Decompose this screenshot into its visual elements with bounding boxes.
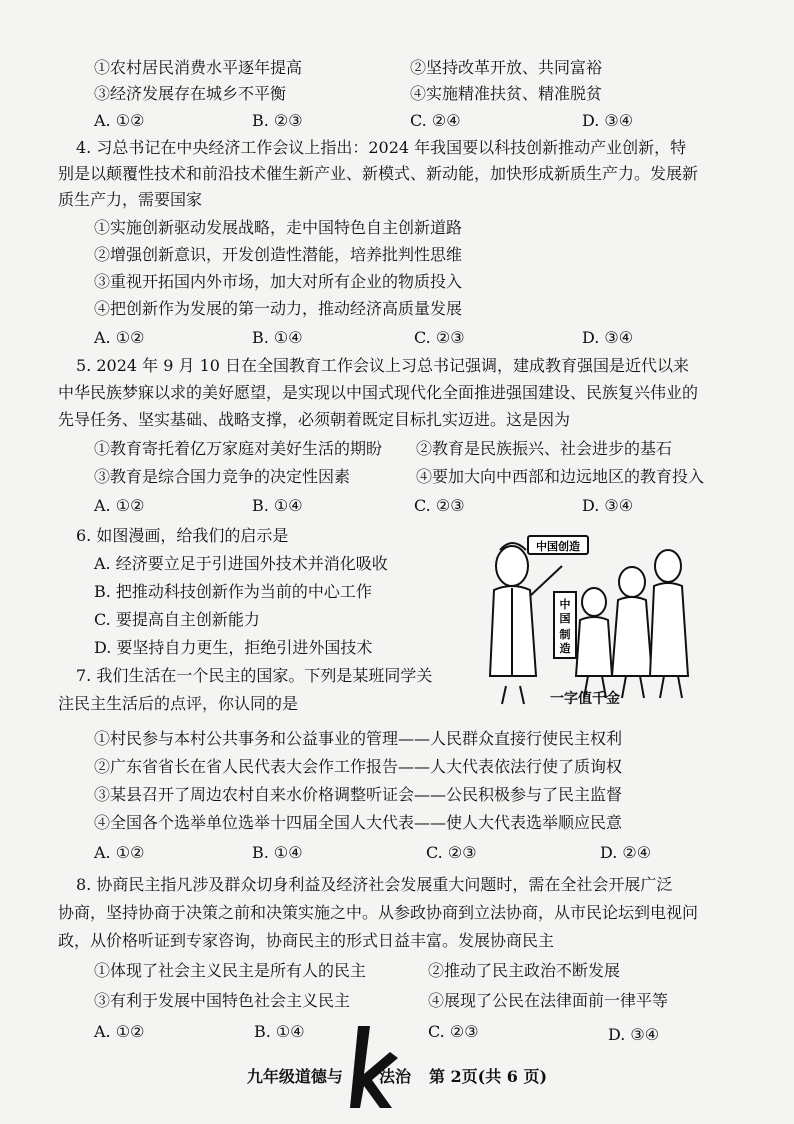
q3-choice-a: A. ①② <box>94 111 145 130</box>
q5-choice-c: C. ②③ <box>414 496 465 515</box>
q3-choice-b: B. ②③ <box>252 111 303 130</box>
q4-stem-line-3: 质生产力，需要国家 <box>58 190 203 209</box>
q5-choice-a: A. ①② <box>94 496 145 515</box>
q3-item-1: ①农村居民消费水平逐年提高 <box>94 58 303 77</box>
svg-text:制: 制 <box>559 628 571 641</box>
q5-stem-line-2: 中华民族梦寐以求的美好愿望，是实现以中国式现代化全面推进强国建设、民族复兴伟业的 <box>58 383 699 402</box>
q7-item-1: ①村民参与本村公共事务和公益事业的管理——人民群众直接行使民主权利 <box>94 729 623 748</box>
q7-item-3: ③某县召开了周边农村自来水价格调整听证会——公民积极参与了民主监督 <box>94 785 623 804</box>
q8-item-3: ③有利于发展中国特色社会主义民主 <box>94 991 351 1010</box>
q8-choice-b: B. ①④ <box>254 1022 305 1041</box>
q3-item-2: ②坚持改革开放、共同富裕 <box>410 58 603 77</box>
q7-item-2: ②广东省省长在省人民代表大会作工作报告——人大代表依法行使了质询权 <box>94 757 623 776</box>
q3-item-4: ④实施精准扶贫、精准脱贫 <box>410 84 603 103</box>
q5-item-2: ②教育是民族振兴、社会进步的基石 <box>416 439 673 458</box>
footer-page-number: 第 2页(共 6 页) <box>428 1067 548 1086</box>
q5-item-1: ①教育寄托着亿万家庭对美好生活的期盼 <box>94 439 383 458</box>
sign-top-text: 中国创造 <box>536 540 580 553</box>
q7-choice-b: B. ①④ <box>252 843 303 862</box>
q8-stem-line-3: 政，从价格听证到专家咨询，协商民主的形式日益丰富。发展协商民主 <box>58 931 555 950</box>
svg-text:中: 中 <box>559 598 571 611</box>
q5-stem-line-1: 5. 2024 年 9 月 10 日在全国教育工作会议上习总书记强调，建成教育强国是近代以来 <box>76 356 690 375</box>
svg-text:国: 国 <box>559 612 571 625</box>
q3-item-3: ③经济发展存在城乡不平衡 <box>94 84 287 103</box>
q5-choice-b: B. ①④ <box>252 496 303 515</box>
q8-item-1: ①体现了社会主义民主是所有人的民主 <box>94 961 367 980</box>
q6-option-b: B. 把推动科技创新作为当前的中心工作 <box>94 582 372 601</box>
q7-stem-line-2: 注民主生活后的点评，你认同的是 <box>58 694 299 713</box>
q3-choice-d: D. ③④ <box>582 111 634 130</box>
q4-item-3: ③重视开拓国内外市场，加大对所有企业的物质投入 <box>94 272 463 291</box>
footer-subject-right: 法治 <box>378 1067 411 1086</box>
q6-stem: 6. 如图漫画，给我们的启示是 <box>76 526 289 545</box>
teacher-figure <box>490 543 562 704</box>
q4-item-4: ④把创新作为发展的第一动力，推动经济高质量发展 <box>94 299 463 318</box>
q5-item-3: ③教育是综合国力竞争的决定性因素 <box>94 467 351 486</box>
q8-item-4: ④展现了公民在法律面前一律平等 <box>428 991 669 1010</box>
q7-choice-a: A. ①② <box>94 843 145 862</box>
q4-choice-d: D. ③④ <box>582 328 634 347</box>
q6-option-c: C. 要提高自主创新能力 <box>94 610 260 629</box>
q8-choice-c: C. ②③ <box>428 1022 479 1041</box>
svg-text:造: 造 <box>559 642 571 655</box>
q4-stem-line-2: 别是以颠覆性技术和前沿技术催生新产业、新模式、新动能，加快形成新质生产力。发展新 <box>58 164 699 183</box>
q8-stem-line-2: 协商，坚持协商于决策之前和决策实施之中。从参政协商到立法协商，从市民论坛到电视问 <box>58 903 699 922</box>
q5-choice-d: D. ③④ <box>582 496 634 515</box>
q7-item-4: ④全国各个选举单位选举十四届全国人大代表——使人大代表选举顺应民意 <box>94 813 623 832</box>
q7-stem-line-1: 7. 我们生活在一个民主的国家。下列是某班同学关 <box>76 666 433 685</box>
q7-choice-d: D. ②④ <box>600 843 652 862</box>
q6-option-d: D. 要坚持自力更生，拒绝引进外国技术 <box>94 638 373 657</box>
q5-item-4: ④要加大向中西部和边远地区的教育投入 <box>416 467 705 486</box>
q4-item-1: ①实施创新驱动发展战略，走中国特色自主创新道路 <box>94 218 463 237</box>
cartoon-illustration <box>472 526 702 712</box>
q4-choice-a: A. ①② <box>94 328 145 347</box>
q4-stem-line-1: 4. 习总书记在中央经济工作会议上指出：2024 年我国要以科技创新推动产业创新，特 <box>76 138 687 157</box>
q8-choice-a: A. ①② <box>94 1022 145 1041</box>
q3-choice-c: C. ②④ <box>410 111 461 130</box>
q4-choice-b: B. ①④ <box>252 328 303 347</box>
q4-item-2: ②增强创新意识，开发创造性潜能，培养批判性思维 <box>94 245 463 264</box>
q8-choice-d: D. ③④ <box>608 1025 660 1044</box>
cartoon-caption: 一字值千金 <box>550 691 620 707</box>
page-footer <box>0 1064 794 1087</box>
q8-item-2: ②推动了民主政治不断发展 <box>428 961 621 980</box>
q5-stem-line-3: 先导任务、坚实基础、战略支撑，必须朝着既定目标扎实迈进。这是因为 <box>58 410 571 429</box>
q6-option-a: A. 经济要立足于引进国外技术并消化吸收 <box>94 554 388 573</box>
q7-choice-c: C. ②③ <box>426 843 477 862</box>
footer-subject-left: 九年级道德与 <box>246 1067 343 1086</box>
q8-stem-line-1: 8. 协商民主指凡涉及群众切身利益及经济社会发展重大问题时，需在全社会开展广泛 <box>76 875 673 894</box>
students-group <box>576 550 688 698</box>
q4-choice-c: C. ②③ <box>414 328 465 347</box>
